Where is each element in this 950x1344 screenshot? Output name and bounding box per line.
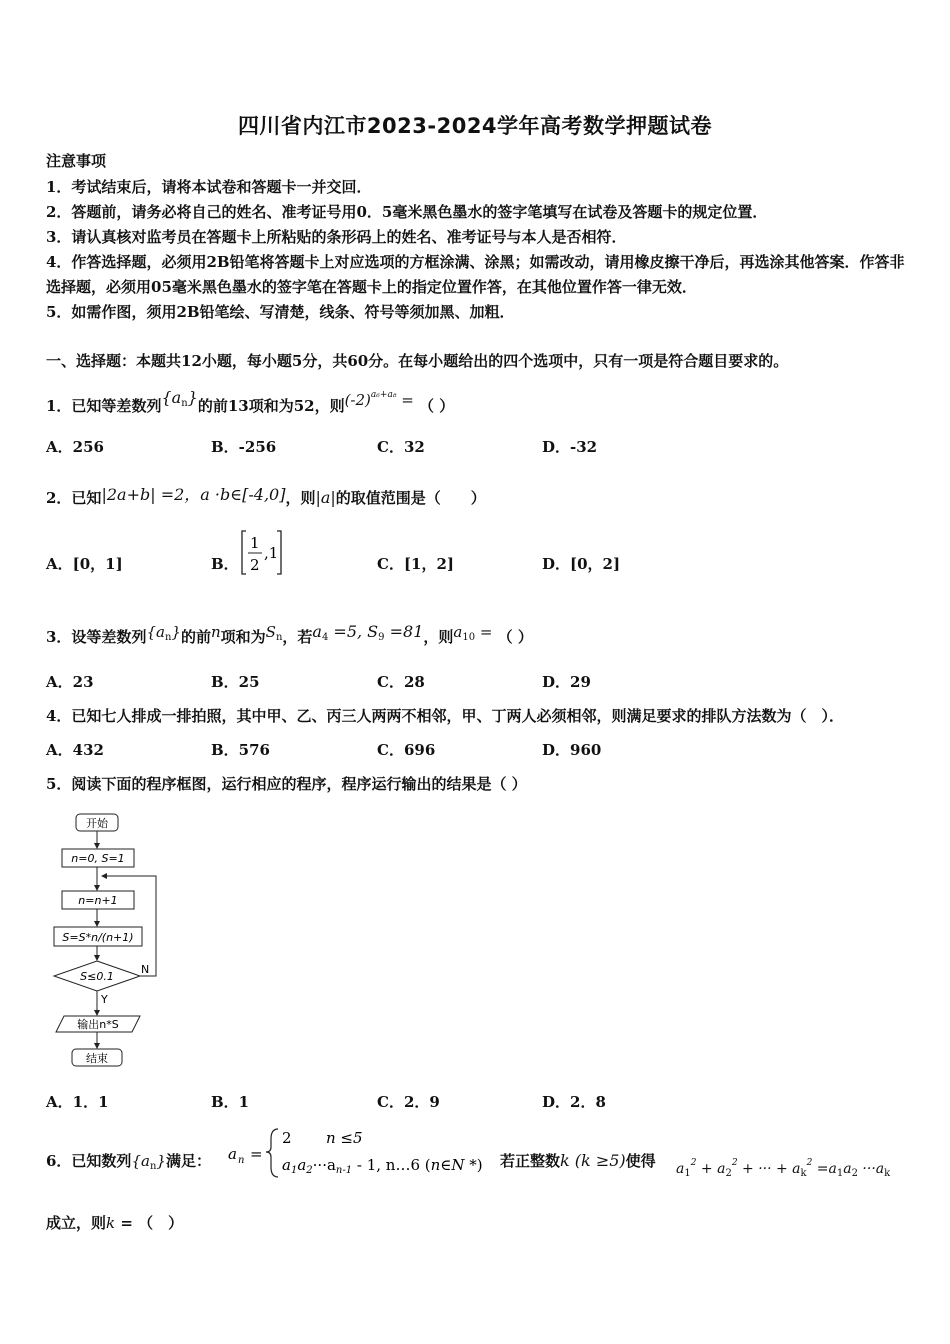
- q6-piecewise: [226, 1123, 546, 1181]
- flowchart-init-text: n=0, S=1: [71, 852, 125, 865]
- flowchart-start-text: 开始: [86, 817, 108, 830]
- q4-option-b[interactable]: B．576: [211, 741, 270, 759]
- svg-text:a1a2···an-1 - 1, n…6 (n∈N *): $a_1a_2\cdot\cdot\cdot a_{n-1} - 1$, n…6 (n∈N *): [282, 1156, 483, 1176]
- q6-line2: 成立，则k = （ ）: [46, 1214, 184, 1232]
- q3-option-d[interactable]: D．29: [542, 673, 591, 691]
- notice-item-5: 5．如需作图，须用2B铅笔绘、写清楚，线条、符号等须加黑、加粗．: [46, 303, 515, 321]
- q1-pre: 1．已知等差数列: [46, 397, 162, 415]
- flowchart-output-text: 输出n*S: [77, 1018, 119, 1031]
- svg-text:n: n: [238, 1155, 245, 1166]
- notice-item-3: 3．请认真核对监考员在答题卡上所粘贴的条形码上的姓名、准考证号与本人是否相符．: [46, 228, 627, 246]
- flowchart-cond-text: S≤0.1: [80, 970, 114, 983]
- q1-post: （ ）: [419, 397, 455, 415]
- q1-mid: 的前13项和为52，则: [197, 397, 345, 415]
- notice-item-4: 4．作答选择题，必须用2B铅笔将答题卡上对应选项的方框涂满、涂黑；如需改动，请用橡皮擦干净后，再选涂其他答案．作答非选择题，必须用05毫米黑色墨水的签字笔在答题卡上的指定位置作答，在其他位置作答一律无效．: [46, 253, 905, 296]
- question-1: 1．已知等差数列$\{a_n\}$的前13项和为52，则$(-2)^{a_6+a_8}$ = （ ）: [46, 388, 455, 415]
- svg-text:,1: ,1: [264, 544, 279, 562]
- flowchart-end-text: 结束: [86, 1052, 108, 1065]
- q2-option-d[interactable]: D．[0，2]: [542, 555, 621, 573]
- svg-text:2: 2: [250, 556, 260, 574]
- q1-option-a[interactable]: A．256: [46, 438, 104, 456]
- question-6: 6．已知数列$\{a_n\}$满足：: [46, 1152, 211, 1172]
- svg-text:a: a: [228, 1145, 237, 1163]
- q4-option-d[interactable]: D．960: [542, 741, 602, 759]
- q5-option-d[interactable]: D．2．8: [542, 1093, 606, 1111]
- q3-option-b[interactable]: B．25: [211, 673, 260, 691]
- flowchart-yes-label: Y: [101, 993, 108, 1006]
- question-3: 3．设等差数列$\{a_n\}$的前n项和为$S_n$，若$a_4 =5$, $S_9 =81$，则$a_{10}$ = （ ）: [46, 622, 533, 646]
- svg-text:1: 1: [250, 534, 260, 552]
- question-4: 4．已知七人排成一排拍照，其中甲、乙、丙三人两两不相邻，甲、丁两人必须相邻，则满足要求的排队方法数为（ ）．: [46, 707, 844, 725]
- q5-option-c[interactable]: C．2．9: [377, 1093, 440, 1111]
- question-5: 5．阅读下面的程序框图，运行相应的程序，程序运行输出的结果是（ ）: [46, 775, 527, 793]
- q5-option-a[interactable]: A．1．1: [46, 1093, 109, 1111]
- flowchart-step2-text: S=S*n/(n+1): [62, 931, 134, 944]
- page-title: 四川省内江市2023-2024学年高考数学押题试卷: [237, 114, 713, 138]
- notice-item-2: 2．答题前，请务必将自己的姓名、准考证号用0．5毫米黑色墨水的签字笔填写在试卷及答题卡的规定位置．: [46, 203, 768, 221]
- flowchart-no-label: N: [141, 963, 150, 976]
- notice-heading: 注意事项: [46, 152, 107, 170]
- section-heading: 一、选择题：本题共12小题，每小题5分，共60分。在每小题给出的四个选项中，只有一项是符合题目要求的。: [46, 352, 789, 370]
- q2-option-c[interactable]: C．[1，2]: [377, 555, 455, 573]
- q4-option-c[interactable]: C．696: [377, 741, 436, 759]
- q6-equation: $a_1^2 + a_2^2$ + ··· + $a_k^2 =a_1a_2 \cdot\cdot\cdot a_k$: [676, 1158, 891, 1179]
- q2-post: 的取值范围是（ ）: [335, 489, 486, 507]
- svg-text:2: 2: [282, 1129, 292, 1147]
- q1-option-c[interactable]: C．32: [377, 438, 425, 456]
- q6-condition: 若正整数k (k ≥5)使得: [500, 1151, 656, 1170]
- svg-text:=: =: [250, 1145, 263, 1163]
- q2-option-b-interval: [238, 528, 286, 578]
- question-2: 2．已知|2a+b| =2，a ·b∈[-4,0]，则|a|的取值范围是（ ）: [46, 485, 486, 507]
- q2-mid: ，则: [285, 489, 316, 507]
- q4-option-a[interactable]: A．432: [46, 741, 104, 759]
- q1-option-d[interactable]: D．-32: [542, 438, 598, 456]
- q2-option-b[interactable]: B．: [211, 555, 239, 573]
- q3-option-c[interactable]: C．28: [377, 673, 425, 691]
- flowchart: [46, 810, 176, 1072]
- notice-item-1: 1．考试结束后，请将本试卷和答题卡一并交回．: [46, 178, 372, 196]
- q3-option-a[interactable]: A．23: [46, 673, 94, 691]
- svg-text:n ≤5: n ≤5: [326, 1129, 363, 1147]
- q2-option-a[interactable]: A．[0，1]: [46, 555, 123, 573]
- q5-option-b[interactable]: B．1: [211, 1093, 250, 1111]
- q2-pre: 2．已知: [46, 489, 102, 507]
- q1-option-b[interactable]: B．-256: [211, 438, 277, 456]
- flowchart-step1-text: n=n+1: [78, 894, 118, 907]
